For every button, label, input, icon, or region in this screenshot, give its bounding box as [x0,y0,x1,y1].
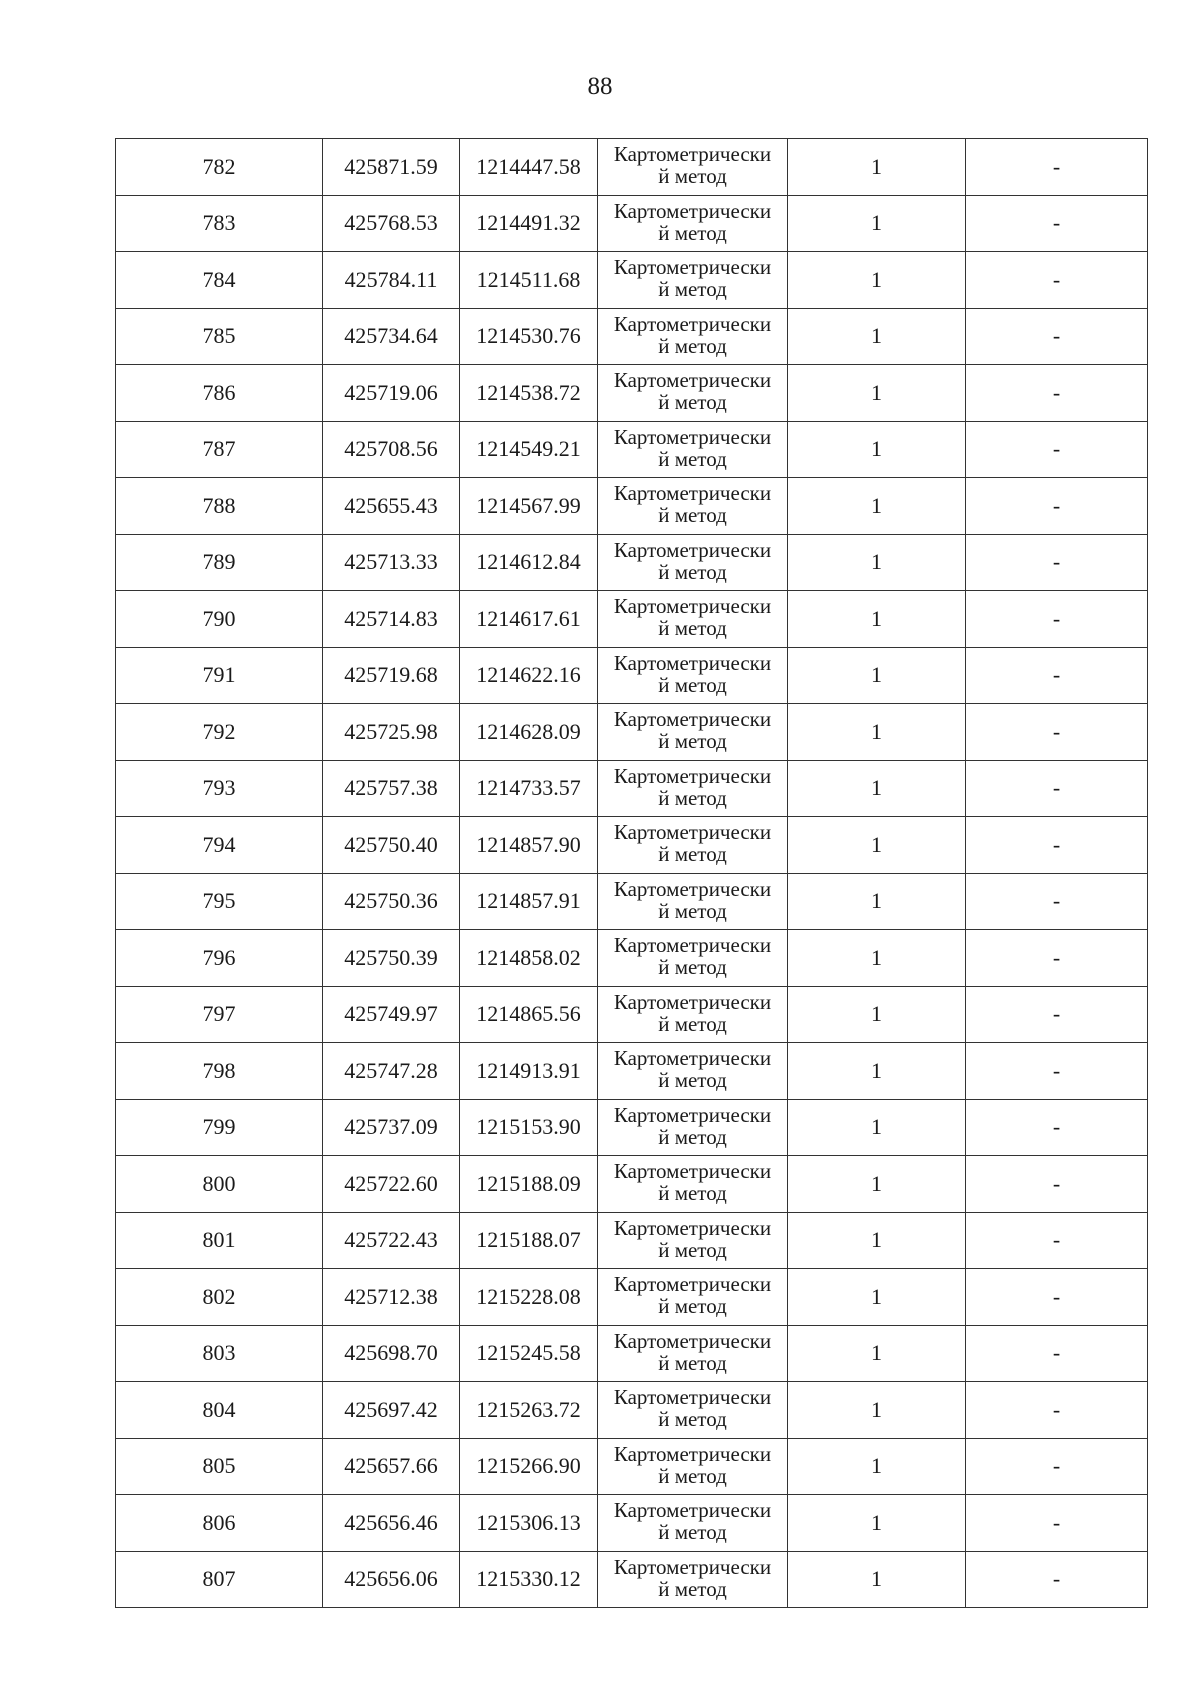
accuracy-cell: 1 [788,1551,966,1608]
point-number-cell: 784 [116,252,323,309]
table-row [116,139,1148,196]
y-coordinate-cell: 1214530.76 [460,308,598,365]
y-coordinate-cell: 1215245.58 [460,1325,598,1382]
x-coordinate-cell: 425737.09 [323,1099,460,1156]
table-row [116,986,1148,1043]
accuracy-cell: 1 [788,478,966,535]
accuracy-cell: 1 [788,365,966,422]
method-cell [598,252,788,309]
accuracy-cell: 1 [788,1156,966,1213]
method-text-line2: й метод [658,955,727,979]
note-cell: - [966,930,1148,987]
y-coordinate-cell: 1215266.90 [460,1438,598,1495]
note-cell: - [966,591,1148,648]
point-number-cell: 787 [116,421,323,478]
note-cell: - [966,1325,1148,1382]
table-row [116,1495,1148,1552]
note-cell: - [966,647,1148,704]
method-text-line1: Картометрически [613,368,772,392]
method-text-line1: Картометрически [613,481,772,505]
method-text-line1: Картометрически [613,1272,772,1296]
accuracy-cell: 1 [788,1382,966,1439]
method-text-line2: й метод [658,446,727,471]
y-coordinate-cell: 1215306.13 [460,1495,598,1552]
table-row [116,647,1148,704]
note-cell: - [966,421,1148,478]
accuracy-cell: 1 [788,704,966,761]
y-coordinate-cell: 1214612.84 [460,534,598,591]
accuracy-cell: 1 [788,1269,966,1326]
method-text-line2: й метод [658,1124,727,1149]
method-text-line2: й метод [658,277,727,301]
method-text-line1: Картометрически [613,1328,772,1353]
method-text-line1: Картометрически [613,650,772,675]
method-cell [598,760,788,817]
y-coordinate-cell: 1215188.07 [460,1212,598,1269]
note-cell: - [966,252,1148,309]
method-cell [598,308,788,365]
point-number-cell: 804 [116,1382,323,1439]
table-row [116,195,1148,252]
table-row [116,817,1148,874]
x-coordinate-cell: 425719.68 [323,647,460,704]
method-text-line2: й метод [658,1520,727,1544]
note-cell: - [966,817,1148,874]
coordinates-table [115,138,1148,1608]
point-number-cell: 793 [116,760,323,817]
accuracy-cell: 1 [788,930,966,987]
method-text-line1: Картометрически [613,1441,772,1466]
y-coordinate-cell: 1214447.58 [460,139,598,196]
method-text-line2: й метод [658,1576,727,1601]
point-number-cell: 791 [116,647,323,704]
x-coordinate-cell: 425719.06 [323,365,460,422]
method-text-line2: й метод [658,729,727,753]
point-number-cell: 802 [116,1269,323,1326]
y-coordinate-cell: 1214622.16 [460,647,598,704]
y-coordinate-cell: 1214511.68 [460,252,598,309]
method-cell [598,1156,788,1213]
accuracy-cell: 1 [788,308,966,365]
method-text-line1: Картометрически [613,537,772,562]
method-cell [598,365,788,422]
note-cell: - [966,534,1148,591]
x-coordinate-cell: 425750.39 [323,930,460,987]
coordinates-table-body [116,139,1148,1608]
table-row [116,873,1148,930]
y-coordinate-cell: 1215153.90 [460,1099,598,1156]
note-cell: - [966,1043,1148,1100]
point-number-cell: 783 [116,195,323,252]
point-number-cell: 797 [116,986,323,1043]
x-coordinate-cell: 425657.66 [323,1438,460,1495]
note-cell: - [966,365,1148,422]
point-number-cell: 782 [116,139,323,196]
accuracy-cell: 1 [788,1325,966,1382]
method-text-line1: Картометрически [613,594,772,618]
table-row [116,1099,1148,1156]
method-cell [598,195,788,252]
method-text-line2: й метод [658,1068,727,1092]
x-coordinate-cell: 425712.38 [323,1269,460,1326]
table-row [116,252,1148,309]
x-coordinate-cell: 425734.64 [323,308,460,365]
note-cell: - [966,308,1148,365]
method-cell [598,1043,788,1100]
method-text-line2: й метод [658,1181,727,1205]
method-cell [598,873,788,930]
table-row [116,1438,1148,1495]
x-coordinate-cell: 425750.36 [323,873,460,930]
method-cell [598,139,788,196]
x-coordinate-cell: 425747.28 [323,1043,460,1100]
x-coordinate-cell: 425725.98 [323,704,460,761]
accuracy-cell: 1 [788,760,966,817]
note-cell: - [966,1269,1148,1326]
accuracy-cell: 1 [788,421,966,478]
method-text-line1: Картометрически [613,1046,772,1070]
method-text-line1: Картометрически [613,255,772,279]
x-coordinate-cell: 425656.06 [323,1551,460,1608]
point-number-cell: 792 [116,704,323,761]
method-cell [598,1438,788,1495]
method-cell [598,534,788,591]
note-cell: - [966,1551,1148,1608]
table-row [116,1156,1148,1213]
method-text-line2: й метод [658,898,727,923]
method-cell [598,591,788,648]
accuracy-cell: 1 [788,252,966,309]
y-coordinate-cell: 1214857.90 [460,817,598,874]
accuracy-cell: 1 [788,873,966,930]
y-coordinate-cell: 1215188.09 [460,1156,598,1213]
note-cell: - [966,986,1148,1043]
y-coordinate-cell: 1214567.99 [460,478,598,535]
note-cell: - [966,139,1148,196]
accuracy-cell: 1 [788,817,966,874]
y-coordinate-cell: 1214549.21 [460,421,598,478]
method-cell [598,478,788,535]
note-cell: - [966,1382,1148,1439]
point-number-cell: 805 [116,1438,323,1495]
table-row [116,591,1148,648]
table-row [116,760,1148,817]
accuracy-cell: 1 [788,1212,966,1269]
note-cell: - [966,760,1148,817]
method-cell [598,1495,788,1552]
x-coordinate-cell: 425871.59 [323,139,460,196]
method-text-line1: Картометрически [613,311,772,336]
point-number-cell: 807 [116,1551,323,1608]
point-number-cell: 790 [116,591,323,648]
accuracy-cell: 1 [788,591,966,648]
method-text-line2: й метод [658,1011,727,1036]
note-cell: - [966,873,1148,930]
x-coordinate-cell: 425722.43 [323,1212,460,1269]
method-cell [598,930,788,987]
accuracy-cell: 1 [788,986,966,1043]
x-coordinate-cell: 425655.43 [323,478,460,535]
method-text-line2: й метод [658,559,727,584]
y-coordinate-cell: 1214857.91 [460,873,598,930]
table-row [116,1212,1148,1269]
point-number-cell: 788 [116,478,323,535]
table-row [116,421,1148,478]
table-row [116,930,1148,987]
note-cell: - [966,704,1148,761]
note-cell: - [966,478,1148,535]
method-text-line2: й метод [658,672,727,697]
x-coordinate-cell: 425784.11 [323,252,460,309]
table-row [116,534,1148,591]
method-text-line2: й метод [658,616,727,640]
x-coordinate-cell: 425714.83 [323,591,460,648]
method-text-line1: Картометрически [613,1498,772,1522]
method-cell [598,647,788,704]
method-text-line1: Картометрически [613,142,772,166]
method-text-line1: Картометрически [613,1385,772,1409]
y-coordinate-cell: 1214628.09 [460,704,598,761]
note-cell: - [966,1495,1148,1552]
x-coordinate-cell: 425768.53 [323,195,460,252]
method-cell [598,1099,788,1156]
method-cell [598,1212,788,1269]
note-cell: - [966,195,1148,252]
point-number-cell: 806 [116,1495,323,1552]
y-coordinate-cell: 1215228.08 [460,1269,598,1326]
y-coordinate-cell: 1214865.56 [460,986,598,1043]
method-cell [598,817,788,874]
point-number-cell: 796 [116,930,323,987]
point-number-cell: 801 [116,1212,323,1269]
y-coordinate-cell: 1214858.02 [460,930,598,987]
method-text-line2: й метод [658,333,727,358]
accuracy-cell: 1 [788,1438,966,1495]
method-text-line1: Картометрически [613,1102,772,1127]
method-text-line2: й метод [658,1407,727,1431]
y-coordinate-cell: 1214538.72 [460,365,598,422]
x-coordinate-cell: 425697.42 [323,1382,460,1439]
x-coordinate-cell: 425750.40 [323,817,460,874]
method-cell [598,1325,788,1382]
method-text-line2: й метод [658,503,727,527]
point-number-cell: 800 [116,1156,323,1213]
point-number-cell: 786 [116,365,323,422]
accuracy-cell: 1 [788,1043,966,1100]
method-cell [598,421,788,478]
table-row [116,704,1148,761]
method-text-line1: Картометрически [613,424,772,449]
x-coordinate-cell: 425749.97 [323,986,460,1043]
x-coordinate-cell: 425722.60 [323,1156,460,1213]
note-cell: - [966,1438,1148,1495]
accuracy-cell: 1 [788,534,966,591]
x-coordinate-cell: 425757.38 [323,760,460,817]
note-cell: - [966,1099,1148,1156]
method-text-line2: й метод [658,390,727,414]
method-cell [598,1269,788,1326]
point-number-cell: 794 [116,817,323,874]
y-coordinate-cell: 1214617.61 [460,591,598,648]
point-number-cell: 803 [116,1325,323,1382]
x-coordinate-cell: 425656.46 [323,1495,460,1552]
accuracy-cell: 1 [788,647,966,704]
y-coordinate-cell: 1214491.32 [460,195,598,252]
method-cell [598,1382,788,1439]
accuracy-cell: 1 [788,195,966,252]
method-text-line1: Картометрически [613,933,772,957]
y-coordinate-cell: 1215330.12 [460,1551,598,1608]
y-coordinate-cell: 1214733.57 [460,760,598,817]
method-text-line1: Картометрически [613,1215,772,1240]
method-text-line1: Картометрически [613,1554,772,1579]
x-coordinate-cell: 425708.56 [323,421,460,478]
table-row [116,1043,1148,1100]
note-cell: - [966,1212,1148,1269]
point-number-cell: 795 [116,873,323,930]
y-coordinate-cell: 1215263.72 [460,1382,598,1439]
table-row [116,1382,1148,1439]
table-row [116,365,1148,422]
note-cell: - [966,1156,1148,1213]
method-text-line2: й метод [658,220,727,245]
point-number-cell: 789 [116,534,323,591]
accuracy-cell: 1 [788,139,966,196]
accuracy-cell: 1 [788,1099,966,1156]
table-row [116,1325,1148,1382]
method-text-line2: й метод [658,1463,727,1488]
method-text-line1: Картометрически [613,763,772,788]
method-cell [598,986,788,1043]
method-text-line2: й метод [658,164,727,188]
x-coordinate-cell: 425698.70 [323,1325,460,1382]
table-row [116,308,1148,365]
point-number-cell: 785 [116,308,323,365]
method-text-line2: й метод [658,1294,727,1318]
page-number: 88 [587,73,613,100]
method-text-line2: й метод [658,785,727,810]
table-row [116,1269,1148,1326]
accuracy-cell: 1 [788,1495,966,1552]
method-text-line2: й метод [658,1237,727,1262]
x-coordinate-cell: 425713.33 [323,534,460,591]
point-number-cell: 799 [116,1099,323,1156]
table-row [116,478,1148,535]
method-text-line1: Картометрически [613,198,772,223]
method-cell [598,704,788,761]
method-cell [598,1551,788,1608]
y-coordinate-cell: 1214913.91 [460,1043,598,1100]
method-text-line2: й метод [658,1350,727,1375]
method-text-line2: й метод [658,842,727,866]
method-text-line1: Картометрически [613,876,772,901]
table-row [116,1551,1148,1608]
method-text-line1: Картометрически [613,1159,772,1183]
method-text-line1: Картометрически [613,820,772,844]
method-text-line1: Картометрически [613,989,772,1014]
method-text-line1: Картометрически [613,707,772,731]
point-number-cell: 798 [116,1043,323,1100]
